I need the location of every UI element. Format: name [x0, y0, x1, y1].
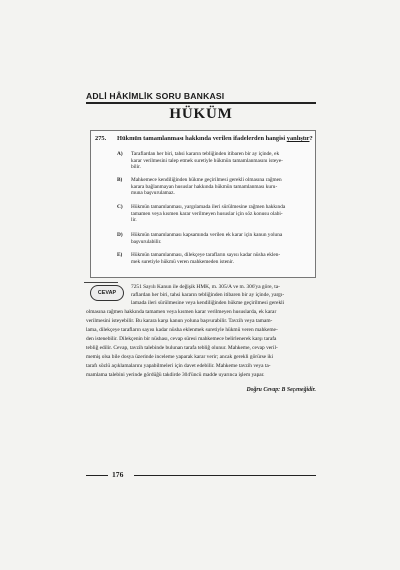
option-line: Taraflardan her biri, tahsi kararın tebliğinden itibaren bir ay içinde, ek	[131, 151, 280, 157]
footer-rule-right	[134, 475, 316, 476]
answer-line: tarafı sözlü açıklamalarını yapabilmeleri için davet edebilir. Mahkeme tavzih veya ta-	[86, 363, 271, 369]
option-line: muna başvurulamaz.	[131, 190, 175, 197]
answer-line: olmasına rağmen hakkında tamamen veya kısmen karar verilmeyen hususlarda, ek karar	[86, 309, 277, 315]
option-line: Hükmün tamamlanması kapsamında verilen ek karar için kanun yoluna	[131, 232, 283, 238]
answer-line: mamlama talebini yerinde gördüğü takdirde 304'üncü madde uyarınca işlem yapar.	[86, 372, 265, 378]
option-line: karar verilmesini talep etmek suretiyle hükmün tamamlanmasını isteye-	[131, 157, 283, 164]
question-text-after: ?	[309, 135, 313, 142]
option-line: lir.	[131, 217, 137, 224]
header-rule	[86, 102, 316, 104]
question-box	[90, 130, 316, 278]
cevap-badge	[90, 285, 124, 301]
option-c	[117, 204, 313, 224]
option-line: Hükmün tamamlanması, dilekçeye tarafların sayısı kadar nüsha eklen-	[131, 252, 281, 258]
answer-line: lamada ileri sürülmesine veya kendiliğinden hükme geçirilmesi gerekli	[131, 300, 285, 306]
answer-line: raflardan her biri, tahsi kararın tebliğinden itibaren bir ay içinde, yargı-	[131, 292, 285, 298]
option-b	[117, 177, 313, 197]
chapter-title: HÜKÜM	[169, 106, 233, 122]
option-letter: C)	[117, 204, 123, 210]
cevap-rule	[84, 282, 118, 283]
option-line: bilir.	[131, 164, 141, 171]
question-text-before: Hükmün tamamlanması hakkında verilen ifadelerden hangisi	[117, 135, 287, 142]
option-line: Mahkemece kendiliğinden hükme geçirilmesi gerekli olmasına rağmen	[131, 177, 282, 183]
option-line: başvurulabilir.	[131, 238, 162, 245]
option-letter: E)	[117, 252, 123, 258]
option-line: karara bağlanmayan hususlar hakkında hükmün tamamlanması kuru-	[131, 183, 278, 190]
answer-line: verilmesini isteyebilir. Bu karara karşı kanun yoluna başvurabilir. Tavzih veya tamam-	[86, 318, 273, 324]
question-text	[117, 135, 313, 143]
answer-line: memiş olsa bile dosya üzerinde inceleme yaparak karar verir; ancak gerekli görürse iki	[86, 354, 274, 360]
correct-answer: Doğru Cevap: B Seçeneğidir.	[246, 387, 316, 393]
option-a	[117, 151, 313, 171]
answer-line: den istenebilir. Dilekçenin bir nüshası, cevap süresi mahkemece belirlenerek karşı tarafa	[86, 336, 277, 342]
page-number: 176	[112, 470, 124, 479]
answer-line: tebliğ edilir. Cevap, tavzih talebinde bulunan tarafa tebliğ olunur. Mahkeme, cevap veril-	[86, 345, 278, 351]
answer-line: lama, dilekçeye tarafların sayısı kadar nüsha eklenmek suretiyle hükmü veren mahkeme-	[86, 327, 278, 333]
footer-rule-left	[86, 475, 108, 476]
option-letter: A)	[117, 151, 123, 157]
option-letter: B)	[117, 177, 123, 183]
answer-line: 7251 Sayılı Kanun ile değişik HMK, m. 305/A ve m. 306'ya göre, ta-	[131, 284, 280, 290]
question-text-underlined: yanlıştır	[286, 135, 310, 142]
book-title: ADLİ HÂKİMLİK SORU BANKASI	[86, 91, 225, 101]
option-letter: D)	[117, 232, 123, 238]
question-number: 275.	[95, 135, 107, 142]
option-e	[117, 252, 313, 265]
option-d	[117, 232, 313, 245]
cevap-label: CEVAP	[97, 290, 117, 296]
option-line: Hükmün tamamlanması, yargılamada ileri sürülmesine rağmen hakkında	[131, 204, 286, 210]
option-line: tamamen veya kısmen karar verilmeyen hususlar için söz konusu olabi-	[131, 210, 283, 217]
option-line: mek suretiyle hükmü veren mahkemeden istenir.	[131, 258, 234, 265]
